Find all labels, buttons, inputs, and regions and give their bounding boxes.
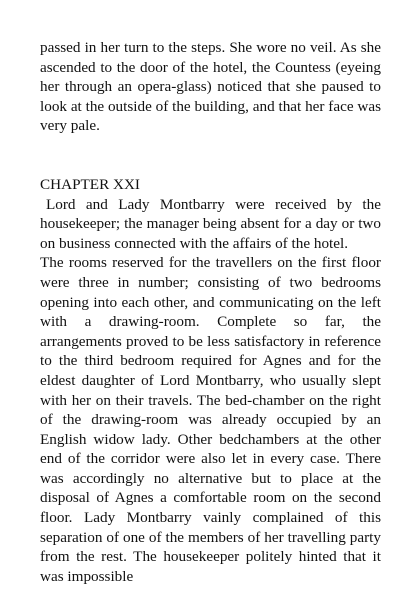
- paragraph-rooms: The rooms reserved for the travellers on the first floor were three in number; consisting of two bedrooms opening into each other, and communicating on the left with a drawing-room. Complete so far, the arrangements proved to be less satisfactory in reference to the third bedroom required for Agnes and for the eldest daughter of Lord Montbarry, who usually slept with her on their travels. The bed-chamber on the right of the drawing-room was already occupied by an English widow lady. Other bedchambers at the other end of the corridor were also let in every case. There was accordingly no alternative but to place at the disposal of Agnes a comfortable room on the second floor. Lady Montbarry vainly complained of this separation of one of the members of her travelling party from the rest. The housekeeper politely hinted that it was impossible: [40, 254, 381, 585]
- page-text: [40, 38, 381, 586]
- chapter-heading: CHAPTER XXI: [40, 175, 140, 193]
- section-gap: [40, 136, 381, 175]
- paragraph-carryover: passed in her turn to the steps. She wore no veil. As she ascended to the door of the hotel, the Countess (eyeing her through an opera-glass) noticed that she paused to look at the outside of the building, and that her face was very pale.: [40, 39, 381, 135]
- paragraph-arrival: Lord and Lady Montbarry were received by the housekeeper; the manager being absent for a day or two on business connected with the affairs of the hotel.: [40, 195, 381, 252]
